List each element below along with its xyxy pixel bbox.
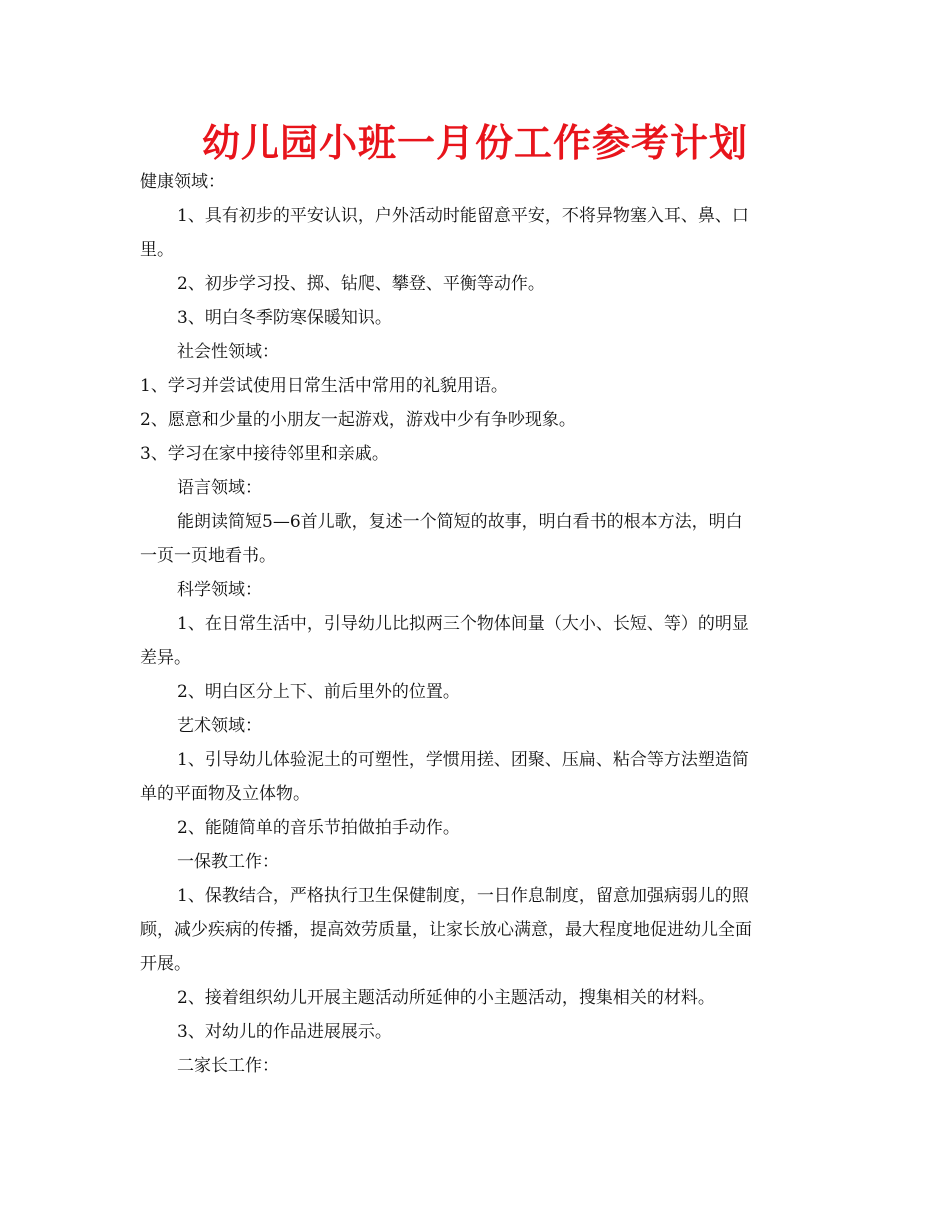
paragraph-line: 3、明白冬季防寒保暖知识。 [177, 308, 392, 328]
paragraph-line: 单的平面物及立体物。 [140, 784, 310, 804]
paragraph-line: 2、接着组织幼儿开展主题活动所延伸的小主题活动，搜集相关的材料。 [177, 988, 715, 1008]
document-title: 幼儿园小班一月份工作参考计划 [201, 121, 748, 165]
paragraph-line: 3、学习在家中接待邻里和亲戚。 [140, 444, 389, 464]
paragraph-line: 1、学习并尝试使用日常生活中常用的礼貌用语。 [140, 376, 508, 396]
paragraph-line: 2、明白区分上下、前后里外的位置。 [177, 682, 460, 702]
paragraph-line: 差异。 [140, 648, 191, 668]
paragraph-line: 开展。 [140, 954, 191, 974]
paragraph-line: 里。 [140, 240, 174, 260]
paragraph-line: 2、能随简单的音乐节拍做拍手动作。 [177, 818, 460, 838]
document-body [140, 165, 812, 1083]
paragraph-line: 1、在日常生活中，引导幼儿比拟两三个物体间量（大小、长短、等）的明显 [177, 614, 749, 634]
paragraph-line: 1、保教结合，严格执行卫生保健制度，一日作息制度，留意加强病弱儿的照 [177, 886, 749, 906]
heading-language: 语言领域： [177, 478, 262, 498]
paragraph-line: 3、对幼儿的作品进展展示。 [177, 1022, 392, 1042]
paragraph-line: 能朗读简短5—6首儿歌，复述一个简短的故事，明白看书的根本方法，明白 [177, 512, 743, 532]
heading-social: 社会性领域： [177, 342, 279, 362]
paragraph-line: 一页一页地看书。 [140, 546, 276, 566]
heading-science: 科学领域： [177, 580, 262, 600]
heading-art: 艺术领域： [177, 716, 262, 736]
paragraph-line: 2、愿意和少量的小朋友一起游戏，游戏中少有争吵现象。 [140, 410, 576, 430]
paragraph-line: 1、引导幼儿体验泥土的可塑性，学惯用搓、团聚、压扁、粘合等方法塑造简 [177, 750, 749, 770]
paragraph-line: 2、初步学习投、掷、钻爬、攀登、平衡等动作。 [177, 274, 545, 294]
heading-health: 健康领域： [140, 172, 225, 192]
paragraph-line: 顾，减少疾病的传播，提高效劳质量，让家长放心满意，最大程度地促进幼儿全面 [140, 920, 752, 940]
paragraph-line: 1、具有初步的平安认识，户外活动时能留意平安，不将异物塞入耳、鼻、口 [177, 206, 749, 226]
heading-parent-work: 二家长工作： [177, 1056, 279, 1076]
heading-care-work: 一保教工作： [177, 852, 279, 872]
